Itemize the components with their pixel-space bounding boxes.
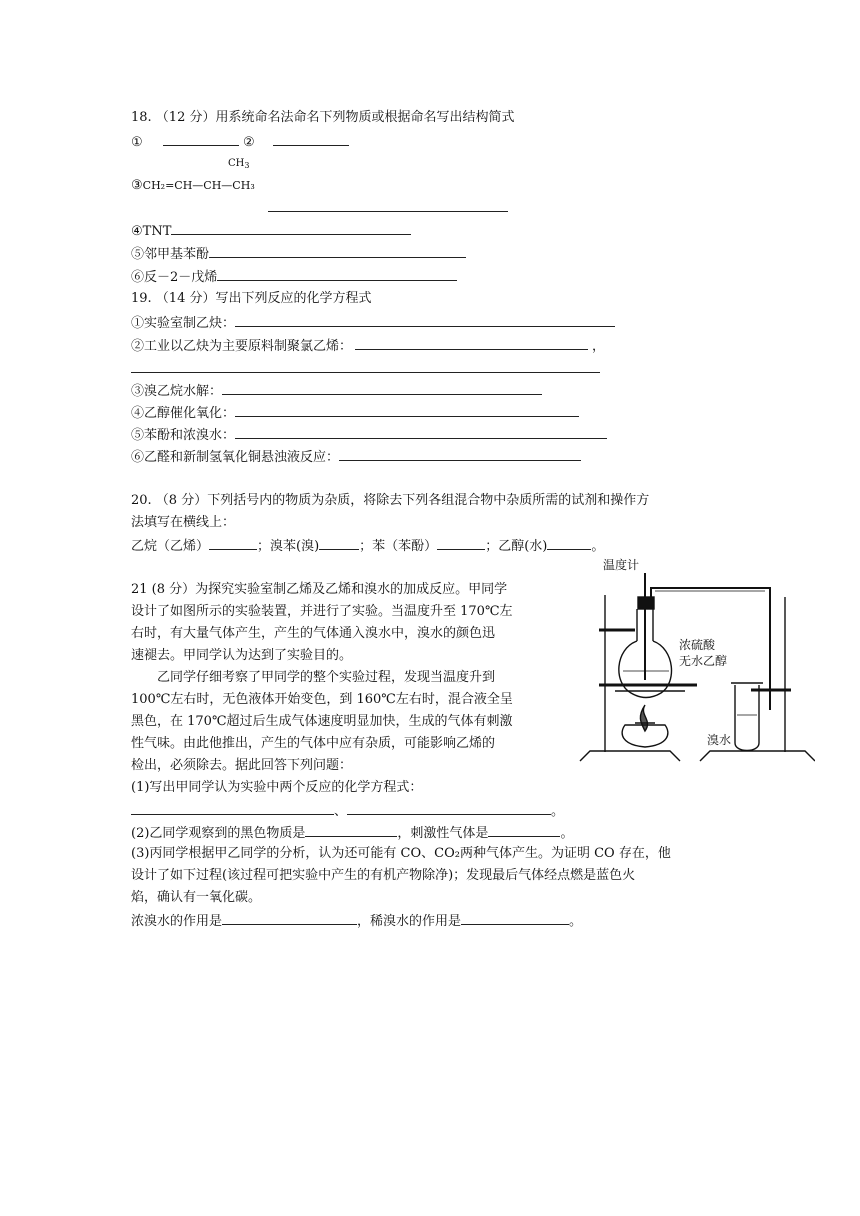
q18-item6: ⑥反－2－戊烯	[131, 267, 457, 287]
q21-answer-blank-3b[interactable]	[461, 911, 569, 925]
q19-item-5: ⑤苯酚和浓溴水：	[131, 425, 607, 445]
test-tube	[735, 685, 759, 751]
q18-item4: ④TNT	[131, 221, 411, 241]
q21-answer-blank-1a[interactable]	[131, 801, 334, 815]
q21-p1-line4: 速褪去。甲同学认为达到了实验目的。	[131, 648, 353, 663]
q19-answer-blank-3[interactable]	[222, 381, 542, 395]
q19-answer-blank-6[interactable]	[339, 447, 581, 461]
q21-answer-blank-2a[interactable]	[305, 823, 397, 837]
q18-item1-num: ①	[131, 135, 143, 150]
q18-item3	[131, 177, 255, 195]
q21-p1-line1: 21 (8 分）为探究实验室制乙烯及乙烯和溴水的加成反应。甲同学	[131, 582, 508, 597]
q21-p2-line5: 检出，必须除去。据此回答下列问题：	[131, 758, 353, 773]
label-anhydrous-ethanol: 无水乙醇	[679, 654, 728, 668]
q21-answer-blank-2b[interactable]	[488, 823, 560, 837]
q18-answer-blank-4[interactable]	[171, 221, 411, 235]
q20-answer-blank-2[interactable]	[319, 536, 359, 550]
apparatus-figure	[575, 555, 815, 765]
q18-item3-num: ③	[131, 178, 143, 193]
q18-answer-blank-5[interactable]	[209, 244, 466, 258]
q20-answer-blank-3[interactable]	[437, 536, 485, 550]
q20-answer-blank-1[interactable]	[209, 536, 257, 550]
q18-item3-ch3-branch: $CH_3$	[228, 158, 250, 170]
q20-items: 乙烷（乙烯） ；溴苯(溴) ；苯（苯酚） ；乙醇(水) 。	[131, 536, 604, 556]
q19-answer-blank-2[interactable]	[355, 336, 588, 350]
q21-p1-line2: 设计了如图所示的实验装置，并进行了实验。当温度升至 170℃左	[131, 604, 513, 619]
q19-answer-blank-2b[interactable]	[131, 359, 600, 373]
q19-item-2: ②工业以乙炔为主要原料制聚氯乙烯： ，	[131, 336, 605, 356]
q18-item5: ⑤邻甲基苯酚	[131, 244, 466, 264]
q21-p2-line4: 性气味。由此他推出，产生的气体中应有杂质，可能影响乙烯的	[131, 736, 496, 751]
q21-p2-line3: 黑色，在 170℃超过后生成气体速度明显加快，生成的气体有刺激	[131, 714, 513, 729]
q19-title: 19. （14 分）写出下列反应的化学方程式	[131, 291, 372, 306]
q21-answer-blank-3a[interactable]	[222, 911, 357, 925]
q19-answer-blank-5[interactable]	[235, 425, 607, 439]
q21-sub2: (2)乙同学观察到的黑色物质是 ，刺激性气体是 。	[131, 823, 573, 843]
q18-items-1-2	[131, 132, 349, 152]
q19-item-3: ③溴乙烷水解：	[131, 381, 542, 401]
left-stand-base	[580, 751, 680, 761]
q20-title: 20. （8 分）下列括号内的物质为杂质，将除去下列各组混合物中杂质所需的试剂和操作方	[131, 493, 650, 508]
q21-p2-line2: 100℃左右时，无色液体开始变色，到 160℃左右时，混合液全呈	[131, 692, 513, 707]
burner-flame	[640, 705, 647, 731]
q18-item2-num: ②	[242, 135, 255, 150]
q21-answer-blank-1b[interactable]	[347, 801, 551, 815]
label-bromine-water: 溴水	[707, 733, 732, 747]
right-stand-base	[700, 751, 815, 761]
q21-sub1: (1)写出甲同学认为实验中两个反应的化学方程式：	[131, 780, 423, 795]
q18-answer-blank-1[interactable]	[163, 132, 239, 146]
q19-item-6: ⑥乙醛和新制氢氧化铜悬浊液反应：	[131, 447, 581, 467]
q19-item-4: ④乙醇催化氧化：	[131, 403, 579, 423]
q18-answer-blank-3[interactable]	[268, 198, 508, 212]
q18-answer-blank-6[interactable]	[217, 267, 457, 281]
q21-p1-line3: 右时，有大量气体产生，产生的气体通入溴水中，溴水的颜色迅	[131, 626, 496, 641]
q21-sub3-line2: 设计了如下过程(该过程可把实验中产生的有机产物除净)；发现最后气体经点燃是蓝色火	[131, 868, 636, 883]
q21-sub3-line3: 焰，确认有一氧化碳。	[131, 890, 262, 905]
q18-item3-formula: CH₂=CH—CH—CH₃	[142, 179, 255, 192]
q21-sub3-question: 浓溴水的作用是 ，稀溴水的作用是 。	[131, 911, 582, 931]
q21-p2-line1: 乙同学仔细考察了甲同学的整个实验过程，发现当温度升到	[157, 670, 496, 685]
q21-sub1-answers: 、 。	[131, 801, 564, 821]
label-concentrated-sulfuric-acid: 浓硫酸	[679, 638, 716, 652]
q19-answer-blank-1[interactable]	[235, 313, 615, 327]
q20-title-cont: 法填写在横线上：	[131, 515, 236, 530]
q20-answer-blank-4[interactable]	[547, 536, 591, 550]
q19-item-2-cont	[131, 359, 600, 379]
q18-answer-blank-2[interactable]	[273, 132, 349, 146]
q21-sub3-line1: (3)丙同学根据甲乙同学的分析，认为还可能有 CO、CO₂两种气体产生。为证明 CO 存在，他	[131, 846, 671, 861]
q18-title: 18. （12 分）用系统命名法命名下列物质或根据命名写出结构简式	[131, 110, 515, 125]
q19-answer-blank-4[interactable]	[235, 403, 579, 417]
q19-item-1: ①实验室制乙炔：	[131, 313, 615, 333]
q18-item3-answer-row	[268, 198, 508, 218]
label-thermometer: 温度计	[603, 558, 640, 572]
